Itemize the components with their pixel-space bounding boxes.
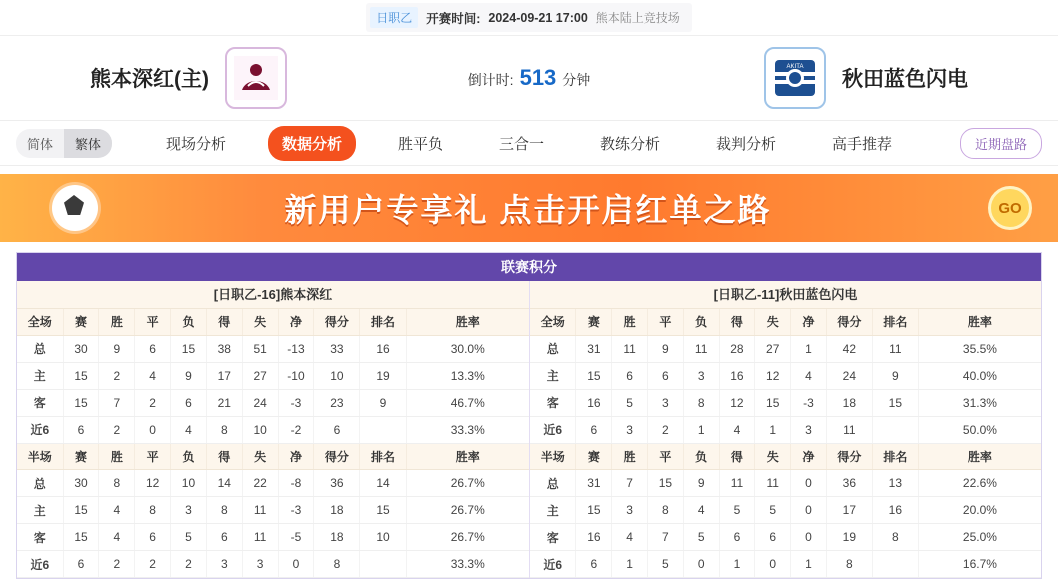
table-row xyxy=(17,470,529,497)
table-cell: 42 xyxy=(826,335,872,362)
table-cell: 12 xyxy=(135,470,171,497)
table-cell: 9 xyxy=(648,335,684,362)
table-cell: 1 xyxy=(683,416,719,443)
table-cell: 15 xyxy=(63,524,99,551)
promo-go-button[interactable]: GO xyxy=(988,186,1032,230)
table-cell: 9 xyxy=(99,335,135,362)
table-cell: 13.3% xyxy=(406,362,529,389)
table-cell: 9 xyxy=(360,389,406,416)
table-cell: 15 xyxy=(755,389,791,416)
away-team-name: 秋田蓝色闪电 xyxy=(842,68,968,91)
table-cell: 11 xyxy=(826,416,872,443)
table-cell: 2 xyxy=(135,389,171,416)
home-team-logo-icon xyxy=(225,47,287,109)
column-header: 胜率 xyxy=(406,444,529,470)
table-cell: 26.7% xyxy=(406,470,529,497)
table-cell: 15 xyxy=(360,497,406,524)
table-cell: 6 xyxy=(135,335,171,362)
column-header: 净 xyxy=(278,444,314,470)
table-cell: 21 xyxy=(206,389,242,416)
promo-banner-text: 新用户专享礼 点击开启红单之路 xyxy=(284,192,772,228)
table-cell: 23 xyxy=(314,389,360,416)
table-cell: 3 xyxy=(612,416,648,443)
table-cell: 4 xyxy=(135,362,171,389)
table-cell: 5 xyxy=(171,524,207,551)
away-team xyxy=(529,47,968,109)
table-cell: 近6 xyxy=(530,416,576,443)
column-header: 胜率 xyxy=(406,309,529,335)
table-cell: 1 xyxy=(791,335,827,362)
table-cell: 近6 xyxy=(530,551,576,578)
away-standings xyxy=(529,281,1041,578)
table-cell: 17 xyxy=(826,497,872,524)
table-cell: 4 xyxy=(612,524,648,551)
table-cell: 0 xyxy=(791,497,827,524)
table-cell: 8 xyxy=(872,524,918,551)
home-standings xyxy=(17,281,529,578)
table-cell: 3 xyxy=(791,416,827,443)
table-cell: 50.0% xyxy=(918,416,1041,443)
table-cell: 10 xyxy=(314,362,360,389)
table-cell: 15 xyxy=(171,335,207,362)
table-cell: 20.0% xyxy=(918,497,1041,524)
table-cell: 3 xyxy=(648,389,684,416)
table-cell: 13 xyxy=(872,470,918,497)
table-cell: 客 xyxy=(17,389,63,416)
column-header: 得 xyxy=(206,309,242,335)
column-header: 净 xyxy=(278,309,314,335)
soccer-ball-icon xyxy=(52,185,98,231)
table-cell: 总 xyxy=(17,470,63,497)
table-cell: 16 xyxy=(576,524,612,551)
table-cell: 36 xyxy=(314,470,360,497)
table-cell: 25.0% xyxy=(918,524,1041,551)
column-header: 胜率 xyxy=(918,444,1041,470)
table-cell: 客 xyxy=(530,389,576,416)
table-cell: 11 xyxy=(242,524,278,551)
table-cell: 33.3% xyxy=(406,416,529,443)
tab-referee-analysis[interactable]: 裁判分析 xyxy=(716,135,777,153)
countdown-value: 513 xyxy=(519,65,557,90)
table-cell: 15 xyxy=(63,497,99,524)
table-cell: 1 xyxy=(791,551,827,578)
lang-simplified[interactable]: 简体 xyxy=(27,136,54,152)
table-cell: 30 xyxy=(63,335,99,362)
table-cell: 8 xyxy=(206,497,242,524)
table-header-row xyxy=(530,309,1041,335)
table-cell: 51 xyxy=(242,335,278,362)
column-header: 胜 xyxy=(99,444,135,470)
column-header: 失 xyxy=(242,444,278,470)
kickoff-label: 开赛时间: xyxy=(426,11,481,26)
table-cell: 12 xyxy=(755,362,791,389)
table-cell: 7 xyxy=(99,389,135,416)
promo-banner[interactable] xyxy=(0,174,1058,242)
table-cell: 27 xyxy=(242,362,278,389)
column-header: 全场 xyxy=(17,309,63,335)
table-cell: 17 xyxy=(206,362,242,389)
table-cell: 31.3% xyxy=(918,389,1041,416)
table-cell: 22 xyxy=(242,470,278,497)
standings-title: 联赛积分 xyxy=(17,253,1041,281)
table-cell: 15 xyxy=(63,389,99,416)
table-cell: 2 xyxy=(135,551,171,578)
table-cell: 9 xyxy=(683,470,719,497)
table-cell: 5 xyxy=(648,551,684,578)
table-cell: 3 xyxy=(242,551,278,578)
table-cell: 11 xyxy=(683,335,719,362)
tab-live-analysis[interactable]: 现场分析 xyxy=(165,135,226,153)
table-cell: 11 xyxy=(872,335,918,362)
table-cell xyxy=(360,416,406,443)
table-row xyxy=(17,389,529,416)
table-cell: 18 xyxy=(826,389,872,416)
table-cell: 19 xyxy=(826,524,872,551)
column-header: 胜率 xyxy=(918,309,1041,335)
nav-items xyxy=(0,126,1058,161)
table-cell: 近6 xyxy=(17,551,63,578)
table-cell: 6 xyxy=(576,416,612,443)
tab-data-analysis[interactable]: 数据分析 xyxy=(268,126,356,161)
column-header: 平 xyxy=(648,444,684,470)
table-cell: 1 xyxy=(719,551,755,578)
table-cell: 总 xyxy=(530,335,576,362)
table-cell: 8 xyxy=(206,416,242,443)
table-cell: 6 xyxy=(171,389,207,416)
table-row xyxy=(17,551,529,578)
table-row xyxy=(530,362,1041,389)
table-cell: 14 xyxy=(206,470,242,497)
table-cell: 11 xyxy=(612,335,648,362)
table-cell: 0 xyxy=(683,551,719,578)
table-cell: -3 xyxy=(278,389,314,416)
column-header: 半场 xyxy=(530,444,576,470)
table-cell: 8 xyxy=(683,389,719,416)
column-header: 赛 xyxy=(63,444,99,470)
column-header: 赛 xyxy=(576,309,612,335)
table-cell: 10 xyxy=(360,524,406,551)
table-cell: -2 xyxy=(278,416,314,443)
table-cell: 7 xyxy=(648,524,684,551)
table-cell: 主 xyxy=(530,497,576,524)
table-cell: 5 xyxy=(612,389,648,416)
match-info-bar xyxy=(0,0,1058,36)
table-cell: 3 xyxy=(206,551,242,578)
table-cell: 1 xyxy=(612,551,648,578)
table-cell: 1 xyxy=(755,416,791,443)
table-cell: 6 xyxy=(63,551,99,578)
table-cell: 主 xyxy=(530,362,576,389)
table-cell: -10 xyxy=(278,362,314,389)
table-cell: 6 xyxy=(314,416,360,443)
table-cell: 14 xyxy=(360,470,406,497)
column-header: 负 xyxy=(171,309,207,335)
table-cell: -13 xyxy=(278,335,314,362)
home-team-name: 熊本深红(主) xyxy=(90,68,209,91)
lang-traditional[interactable]: 繁体 xyxy=(64,129,112,158)
table-header-row xyxy=(17,444,529,470)
table-cell: 总 xyxy=(17,335,63,362)
away-half-table xyxy=(530,444,1041,579)
table-cell: 0 xyxy=(755,551,791,578)
table-cell: 27 xyxy=(755,335,791,362)
home-team xyxy=(90,47,529,109)
home-standings-title: [日职乙-16]熊本深红 xyxy=(17,281,529,309)
column-header: 得 xyxy=(206,444,242,470)
table-cell: -5 xyxy=(278,524,314,551)
column-header: 得分 xyxy=(826,309,872,335)
table-cell: 46.7% xyxy=(406,389,529,416)
table-cell: 11 xyxy=(719,470,755,497)
table-cell: 6 xyxy=(648,362,684,389)
tab-win-draw-loss[interactable]: 胜平负 xyxy=(397,135,443,153)
tab-coach-analysis[interactable]: 教练分析 xyxy=(600,135,661,153)
table-cell: 6 xyxy=(135,524,171,551)
table-cell xyxy=(872,551,918,578)
table-cell: 11 xyxy=(755,470,791,497)
table-cell: 31 xyxy=(576,470,612,497)
column-header: 胜 xyxy=(612,309,648,335)
table-row xyxy=(17,362,529,389)
column-header: 排名 xyxy=(360,309,406,335)
table-cell: 24 xyxy=(242,389,278,416)
league-tag[interactable]: 日职乙 xyxy=(370,7,418,28)
table-row xyxy=(530,470,1041,497)
column-header: 净 xyxy=(791,444,827,470)
table-cell: 18 xyxy=(314,524,360,551)
table-cell: 主 xyxy=(17,362,63,389)
table-cell: 19 xyxy=(360,362,406,389)
column-header: 平 xyxy=(135,309,171,335)
table-cell: 15 xyxy=(576,497,612,524)
table-cell: 31 xyxy=(576,335,612,362)
column-header: 胜 xyxy=(99,309,135,335)
away-full-table xyxy=(530,309,1041,444)
table-cell: 36 xyxy=(826,470,872,497)
table-header-row xyxy=(530,444,1041,470)
table-cell: 6 xyxy=(63,416,99,443)
table-cell xyxy=(872,416,918,443)
table-row xyxy=(530,497,1041,524)
table-cell: 26.7% xyxy=(406,497,529,524)
table-cell: 4 xyxy=(791,362,827,389)
table-cell: 5 xyxy=(719,497,755,524)
table-cell: 9 xyxy=(872,362,918,389)
match-info-chip xyxy=(366,3,692,32)
tab-three-in-one[interactable]: 三合一 xyxy=(498,135,544,153)
table-row xyxy=(530,524,1041,551)
table-cell: 6 xyxy=(719,524,755,551)
table-cell: 3 xyxy=(171,497,207,524)
column-header: 排名 xyxy=(360,444,406,470)
table-cell: 客 xyxy=(530,524,576,551)
table-cell: 15 xyxy=(576,362,612,389)
svg-text:AKITA: AKITA xyxy=(786,64,804,70)
column-header: 赛 xyxy=(576,444,612,470)
table-cell: 30 xyxy=(63,470,99,497)
table-cell: 总 xyxy=(530,470,576,497)
table-cell: 8 xyxy=(648,497,684,524)
table-row xyxy=(17,335,529,362)
table-cell: 2 xyxy=(99,416,135,443)
table-cell: 6 xyxy=(576,551,612,578)
table-cell: 15 xyxy=(63,362,99,389)
column-header: 得分 xyxy=(314,309,360,335)
table-cell: 26.7% xyxy=(406,524,529,551)
column-header: 负 xyxy=(171,444,207,470)
table-cell: 38 xyxy=(206,335,242,362)
column-header: 得分 xyxy=(314,444,360,470)
table-row xyxy=(530,416,1041,443)
column-header: 赛 xyxy=(63,309,99,335)
table-row xyxy=(17,497,529,524)
language-switch[interactable] xyxy=(16,129,112,158)
table-row xyxy=(17,416,529,443)
table-cell: 24 xyxy=(826,362,872,389)
column-header: 平 xyxy=(135,444,171,470)
column-header: 负 xyxy=(683,309,719,335)
recent-odds-button[interactable]: 近期盘路 xyxy=(960,128,1042,159)
table-cell: 8 xyxy=(314,551,360,578)
column-header: 失 xyxy=(242,309,278,335)
table-cell: 35.5% xyxy=(918,335,1041,362)
column-header: 全场 xyxy=(530,309,576,335)
teams-header xyxy=(0,36,1058,120)
standings-panel xyxy=(16,252,1042,579)
table-cell: 9 xyxy=(171,362,207,389)
table-header-row xyxy=(17,309,529,335)
table-cell: 5 xyxy=(755,497,791,524)
column-header: 净 xyxy=(791,309,827,335)
column-header: 半场 xyxy=(17,444,63,470)
table-cell: 3 xyxy=(612,497,648,524)
table-cell: -8 xyxy=(278,470,314,497)
table-cell: 18 xyxy=(314,497,360,524)
table-cell: 33.3% xyxy=(406,551,529,578)
table-cell: 11 xyxy=(242,497,278,524)
table-cell: 8 xyxy=(135,497,171,524)
table-cell: -3 xyxy=(791,389,827,416)
tab-expert-picks[interactable]: 高手推荐 xyxy=(832,135,893,153)
column-header: 排名 xyxy=(872,309,918,335)
table-cell: 7 xyxy=(612,470,648,497)
table-row xyxy=(17,524,529,551)
table-cell: -3 xyxy=(278,497,314,524)
table-cell: 8 xyxy=(99,470,135,497)
table-cell: 16 xyxy=(719,362,755,389)
table-cell: 15 xyxy=(872,389,918,416)
table-row xyxy=(530,551,1041,578)
table-cell: 16 xyxy=(872,497,918,524)
table-cell: 22.6% xyxy=(918,470,1041,497)
table-cell: 主 xyxy=(17,497,63,524)
home-half-table xyxy=(17,444,529,579)
table-row xyxy=(530,389,1041,416)
table-cell xyxy=(360,551,406,578)
column-header: 得 xyxy=(719,444,755,470)
away-team-logo-icon xyxy=(764,47,826,109)
away-standings-title: [日职乙-11]秋田蓝色闪电 xyxy=(530,281,1041,309)
table-cell: 客 xyxy=(17,524,63,551)
table-cell: 10 xyxy=(171,470,207,497)
kickoff-value: 2024-09-21 17:00 xyxy=(488,10,588,25)
table-cell: 15 xyxy=(648,470,684,497)
main-nav xyxy=(0,120,1058,166)
table-cell: 4 xyxy=(171,416,207,443)
table-cell: 2 xyxy=(171,551,207,578)
table-cell: 0 xyxy=(791,470,827,497)
table-cell: 8 xyxy=(826,551,872,578)
table-cell: 4 xyxy=(99,524,135,551)
table-cell: 5 xyxy=(683,524,719,551)
column-header: 负 xyxy=(683,444,719,470)
table-cell: 40.0% xyxy=(918,362,1041,389)
table-cell: 12 xyxy=(719,389,755,416)
table-cell: 3 xyxy=(683,362,719,389)
table-cell: 6 xyxy=(612,362,648,389)
column-header: 得 xyxy=(719,309,755,335)
table-cell: 16.7% xyxy=(918,551,1041,578)
table-cell: 28 xyxy=(719,335,755,362)
table-cell: 2 xyxy=(99,362,135,389)
table-cell: 30.0% xyxy=(406,335,529,362)
table-cell: 0 xyxy=(135,416,171,443)
table-cell: 4 xyxy=(683,497,719,524)
table-cell: 2 xyxy=(99,551,135,578)
table-row xyxy=(530,335,1041,362)
column-header: 得分 xyxy=(826,444,872,470)
column-header: 平 xyxy=(648,309,684,335)
table-cell: 0 xyxy=(791,524,827,551)
countdown-label: 倒计时: xyxy=(467,72,514,88)
column-header: 胜 xyxy=(612,444,648,470)
table-cell: 2 xyxy=(648,416,684,443)
home-full-table xyxy=(17,309,529,444)
table-cell: 16 xyxy=(360,335,406,362)
countdown-unit: 分钟 xyxy=(562,72,591,88)
table-cell: 6 xyxy=(755,524,791,551)
table-cell: 近6 xyxy=(17,416,63,443)
table-cell: 33 xyxy=(314,335,360,362)
table-cell: 6 xyxy=(206,524,242,551)
table-cell: 10 xyxy=(242,416,278,443)
table-cell: 4 xyxy=(719,416,755,443)
column-header: 失 xyxy=(755,309,791,335)
table-cell: 16 xyxy=(576,389,612,416)
venue-label: 熊本陆上竞技场 xyxy=(595,11,680,25)
column-header: 失 xyxy=(755,444,791,470)
column-header: 排名 xyxy=(872,444,918,470)
table-cell: 0 xyxy=(278,551,314,578)
table-cell: 4 xyxy=(99,497,135,524)
